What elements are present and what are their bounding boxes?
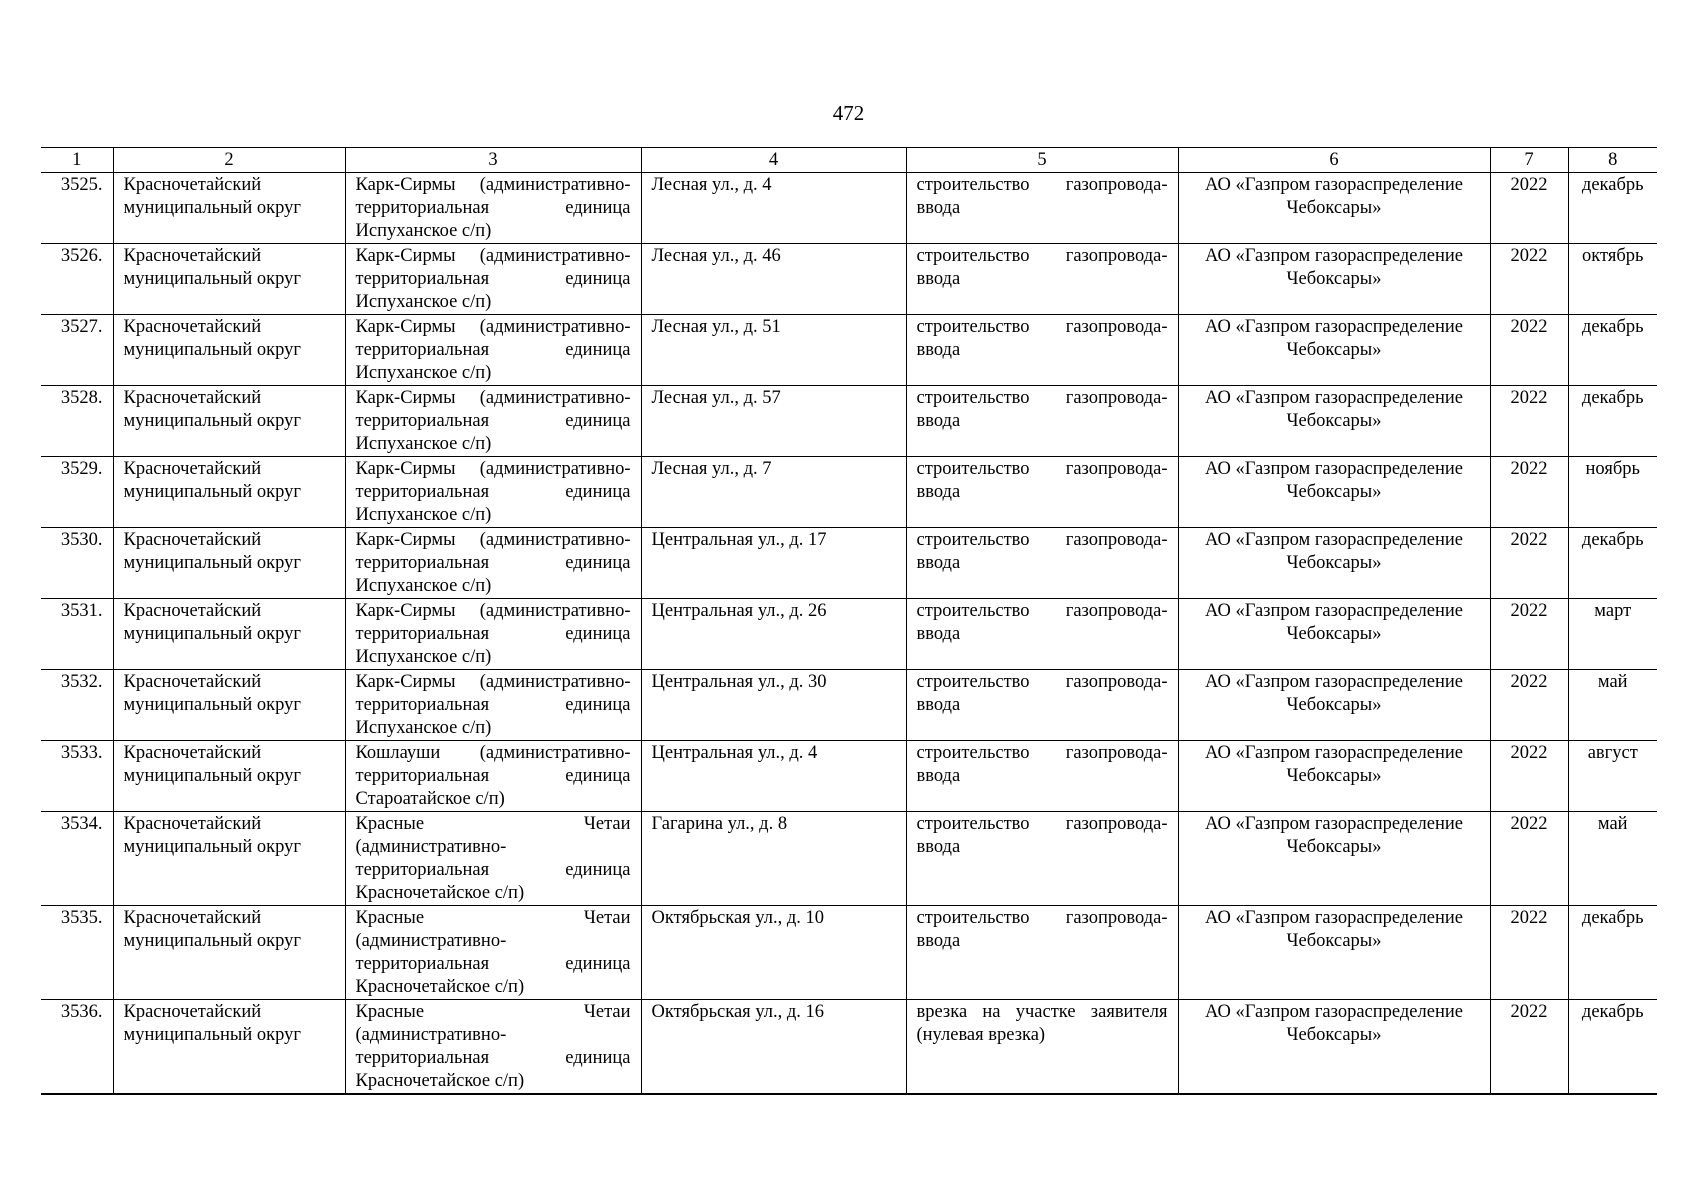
column-header: 5 xyxy=(906,148,1178,173)
work-type-cell: строительство газопровода-ввода xyxy=(906,599,1178,670)
address-cell: Гагарина ул., д. 8 xyxy=(641,812,906,906)
month-cell: май xyxy=(1568,670,1657,741)
address-cell: Октябрьская ул., д. 10 xyxy=(641,906,906,1000)
organization-cell: АО «Газпром газораспределение Чебоксары» xyxy=(1178,1000,1490,1095)
page-number: 472 xyxy=(832,101,865,125)
table-row xyxy=(41,812,1657,906)
row-number-cell: 3533. xyxy=(41,741,113,812)
month-cell: декабрь xyxy=(1568,528,1657,599)
address-cell: Лесная ул., д. 7 xyxy=(641,457,906,528)
table-row xyxy=(41,244,1657,315)
table-row xyxy=(41,741,1657,812)
settlement-cell: Карк-Сирмы (административно-территориальная единица Испуханское с/п) xyxy=(345,244,641,315)
work-type-cell: строительство газопровода-ввода xyxy=(906,741,1178,812)
row-number-cell: 3527. xyxy=(41,315,113,386)
settlement-cell: Карк-Сирмы (административно-территориальная единица Испуханское с/п) xyxy=(345,457,641,528)
municipality-cell: Красночетайский муниципальный округ xyxy=(113,386,345,457)
work-type-cell: строительство газопровода-ввода xyxy=(906,528,1178,599)
organization-cell: АО «Газпром газораспределение Чебоксары» xyxy=(1178,173,1490,244)
settlement-cell: Кошлауши (административно-территориальная единица Староатайское с/п) xyxy=(345,741,641,812)
column-header: 8 xyxy=(1568,148,1657,173)
year-cell: 2022 xyxy=(1490,812,1568,906)
address-cell: Центральная ул., д. 17 xyxy=(641,528,906,599)
month-cell: декабрь xyxy=(1568,906,1657,1000)
organization-cell: АО «Газпром газораспределение Чебоксары» xyxy=(1178,599,1490,670)
settlement-cell: Красные Четаи (административно-территориальная единица Красночетайское с/п) xyxy=(345,812,641,906)
registry-table xyxy=(41,147,1657,1095)
organization-cell: АО «Газпром газораспределение Чебоксары» xyxy=(1178,670,1490,741)
column-header: 3 xyxy=(345,148,641,173)
month-cell: декабрь xyxy=(1568,315,1657,386)
municipality-cell: Красночетайский муниципальный округ xyxy=(113,670,345,741)
row-number-cell: 3532. xyxy=(41,670,113,741)
row-number-cell: 3531. xyxy=(41,599,113,670)
year-cell: 2022 xyxy=(1490,528,1568,599)
work-type-cell: строительство газопровода-ввода xyxy=(906,670,1178,741)
municipality-cell: Красночетайский муниципальный округ xyxy=(113,244,345,315)
month-cell: май xyxy=(1568,812,1657,906)
table-row xyxy=(41,528,1657,599)
column-header: 1 xyxy=(41,148,113,173)
table-row xyxy=(41,599,1657,670)
row-number-cell: 3525. xyxy=(41,173,113,244)
address-cell: Лесная ул., д. 4 xyxy=(641,173,906,244)
address-cell: Центральная ул., д. 4 xyxy=(641,741,906,812)
row-number-cell: 3535. xyxy=(41,906,113,1000)
table-row xyxy=(41,386,1657,457)
organization-cell: АО «Газпром газораспределение Чебоксары» xyxy=(1178,315,1490,386)
year-cell: 2022 xyxy=(1490,173,1568,244)
address-cell: Лесная ул., д. 46 xyxy=(641,244,906,315)
municipality-cell: Красночетайский муниципальный округ xyxy=(113,173,345,244)
municipality-cell: Красночетайский муниципальный округ xyxy=(113,1000,345,1095)
settlement-cell: Красные Четаи (административно-территориальная единица Красночетайское с/п) xyxy=(345,1000,641,1095)
settlement-cell: Карк-Сирмы (административно-территориальная единица Испуханское с/п) xyxy=(345,315,641,386)
work-type-cell: строительство газопровода-ввода xyxy=(906,315,1178,386)
organization-cell: АО «Газпром газораспределение Чебоксары» xyxy=(1178,244,1490,315)
municipality-cell: Красночетайский муниципальный округ xyxy=(113,906,345,1000)
year-cell: 2022 xyxy=(1490,599,1568,670)
table-row xyxy=(41,315,1657,386)
settlement-cell: Карк-Сирмы (административно-территориальная единица Испуханское с/п) xyxy=(345,528,641,599)
column-header: 6 xyxy=(1178,148,1490,173)
address-cell: Октябрьская ул., д. 16 xyxy=(641,1000,906,1095)
column-number-header-row xyxy=(41,148,1657,173)
month-cell: ноябрь xyxy=(1568,457,1657,528)
settlement-cell: Красные Четаи (административно-территориальная единица Красночетайское с/п) xyxy=(345,906,641,1000)
month-cell: декабрь xyxy=(1568,1000,1657,1095)
year-cell: 2022 xyxy=(1490,670,1568,741)
table-row xyxy=(41,906,1657,1000)
municipality-cell: Красночетайский муниципальный округ xyxy=(113,457,345,528)
work-type-cell: строительство газопровода-ввода xyxy=(906,386,1178,457)
column-header: 7 xyxy=(1490,148,1568,173)
month-cell: декабрь xyxy=(1568,386,1657,457)
organization-cell: АО «Газпром газораспределение Чебоксары» xyxy=(1178,741,1490,812)
row-number-cell: 3526. xyxy=(41,244,113,315)
work-type-cell: врезка на участке заявителя (нулевая врезка) xyxy=(906,1000,1178,1095)
settlement-cell: Карк-Сирмы (административно-территориальная единица Испуханское с/п) xyxy=(345,670,641,741)
row-number-cell: 3528. xyxy=(41,386,113,457)
table-row xyxy=(41,173,1657,244)
column-header: 4 xyxy=(641,148,906,173)
work-type-cell: строительство газопровода-ввода xyxy=(906,906,1178,1000)
month-cell: декабрь xyxy=(1568,173,1657,244)
row-number-cell: 3530. xyxy=(41,528,113,599)
work-type-cell: строительство газопровода-ввода xyxy=(906,244,1178,315)
row-number-cell: 3529. xyxy=(41,457,113,528)
work-type-cell: строительство газопровода-ввода xyxy=(906,812,1178,906)
year-cell: 2022 xyxy=(1490,315,1568,386)
settlement-cell: Карк-Сирмы (административно-территориальная единица Испуханское с/п) xyxy=(345,173,641,244)
column-header: 2 xyxy=(113,148,345,173)
address-cell: Лесная ул., д. 57 xyxy=(641,386,906,457)
registry-table-body xyxy=(41,173,1657,1095)
municipality-cell: Красночетайский муниципальный округ xyxy=(113,812,345,906)
municipality-cell: Красночетайский муниципальный округ xyxy=(113,599,345,670)
work-type-cell: строительство газопровода-ввода xyxy=(906,173,1178,244)
year-cell: 2022 xyxy=(1490,906,1568,1000)
organization-cell: АО «Газпром газораспределение Чебоксары» xyxy=(1178,528,1490,599)
month-cell: октябрь xyxy=(1568,244,1657,315)
work-type-cell: строительство газопровода-ввода xyxy=(906,457,1178,528)
municipality-cell: Красночетайский муниципальный округ xyxy=(113,741,345,812)
row-number-cell: 3534. xyxy=(41,812,113,906)
organization-cell: АО «Газпром газораспределение Чебоксары» xyxy=(1178,906,1490,1000)
address-cell: Центральная ул., д. 26 xyxy=(641,599,906,670)
month-cell: август xyxy=(1568,741,1657,812)
organization-cell: АО «Газпром газораспределение Чебоксары» xyxy=(1178,386,1490,457)
year-cell: 2022 xyxy=(1490,386,1568,457)
year-cell: 2022 xyxy=(1490,244,1568,315)
year-cell: 2022 xyxy=(1490,1000,1568,1095)
organization-cell: АО «Газпром газораспределение Чебоксары» xyxy=(1178,457,1490,528)
row-number-cell: 3536. xyxy=(41,1000,113,1095)
address-cell: Центральная ул., д. 30 xyxy=(641,670,906,741)
settlement-cell: Карк-Сирмы (административно-территориальная единица Испуханское с/п) xyxy=(345,386,641,457)
table-row xyxy=(41,1000,1657,1095)
month-cell: март xyxy=(1568,599,1657,670)
municipality-cell: Красночетайский муниципальный округ xyxy=(113,528,345,599)
address-cell: Лесная ул., д. 51 xyxy=(641,315,906,386)
year-cell: 2022 xyxy=(1490,457,1568,528)
table-row xyxy=(41,670,1657,741)
year-cell: 2022 xyxy=(1490,741,1568,812)
municipality-cell: Красночетайский муниципальный округ xyxy=(113,315,345,386)
organization-cell: АО «Газпром газораспределение Чебоксары» xyxy=(1178,812,1490,906)
settlement-cell: Карк-Сирмы (административно-территориальная единица Испуханское с/п) xyxy=(345,599,641,670)
table-row xyxy=(41,457,1657,528)
